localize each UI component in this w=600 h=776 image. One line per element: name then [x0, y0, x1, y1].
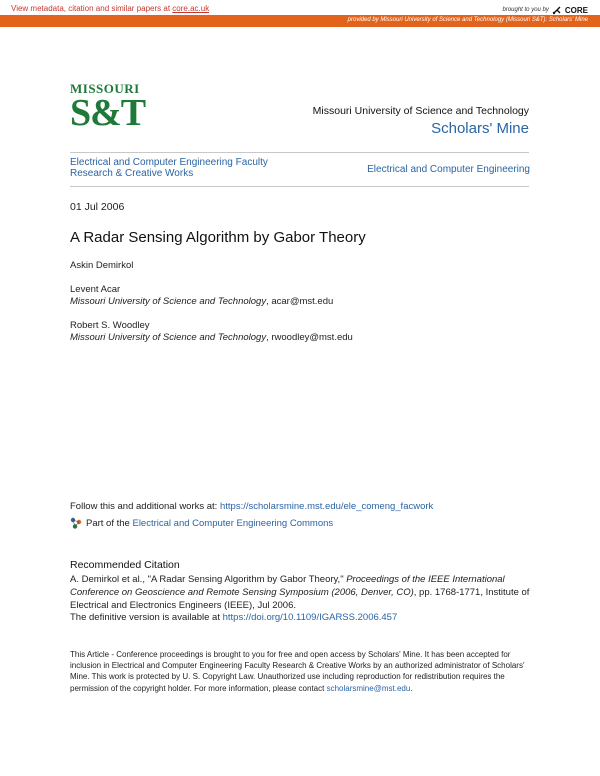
citation-heading: Recommended Citation [70, 559, 180, 571]
brought-to-you [503, 5, 589, 15]
author-name: Askin Demirkol [70, 260, 134, 271]
partof-link[interactable]: Electrical and Computer Engineering Commons [132, 517, 334, 529]
collection-left-line2: Research & Creative Works [70, 168, 194, 179]
author-2 [70, 284, 333, 308]
author-name: Robert S. Woodley [70, 320, 150, 331]
core-top-bar [0, 0, 600, 15]
paper-title: A Radar Sensing Algorithm by Gabor Theory [70, 229, 366, 246]
citation-text [70, 573, 535, 612]
follow-text: Follow this and additional works at: [70, 501, 220, 512]
network-icon [70, 517, 82, 529]
author-name: Levent Acar [70, 284, 121, 295]
author-3 [70, 320, 353, 344]
collection-link-left[interactable] [70, 157, 300, 179]
metadata-text: View metadata, citation and similar papers at [11, 4, 173, 13]
doi-line [70, 612, 397, 623]
collection-left-line1: Electrical and Computer Engineering Faculty [70, 157, 268, 168]
author-1 [70, 260, 133, 272]
notice-end: . [410, 683, 413, 693]
brought-text: brought to you by [502, 7, 549, 13]
mst-logo [70, 81, 146, 140]
notice-text: This Article - Conference proceedings is brought to you for free and open access by Scholars' Mine. It has been accepted for inclusion in Electrical and Computer Engineering Faculty Research & Creative Works by an authorized administrator of Scholars' Mine. This work is protected by U. S. Copyright Law. Unauthorized use including reproduction for redistribution requires the permission of the copyright holder. For more information, please contact [70, 650, 525, 693]
citation-suffix: , pp. 1768-1771, Institute of Electrical and Electronics Engineers (IEEE), Jul 2006. [70, 587, 530, 611]
doi-text: The definitive version is available at [70, 612, 223, 623]
university-name: Missouri University of Science and Technology [312, 105, 529, 117]
core-logo-text: CORE [564, 5, 588, 15]
repository-name[interactable]: Scholars' Mine [431, 120, 529, 137]
logo-st: S&T [70, 92, 146, 134]
logo-missouri: MISSOURI [70, 81, 140, 96]
divider-top [70, 152, 529, 153]
author-affiliation: Missouri University of Science and Technology [70, 296, 267, 307]
access-notice [70, 649, 535, 694]
doi-link[interactable]: https://doi.org/10.1109/IGARSS.2006.457 [222, 612, 398, 623]
author-email: , acar@mst.edu [266, 296, 334, 307]
author-email: , rwoodley@mst.edu [266, 332, 353, 343]
publication-date: 01 Jul 2006 [70, 201, 125, 213]
core-logo-icon [552, 5, 562, 15]
collection-link-right[interactable]: Electrical and Computer Engineering [367, 164, 530, 175]
citation-venue: Proceedings of the IEEE International Conference on Geoscience and Remote Sensing Symposium (2006, Denver, CO) [70, 574, 505, 598]
follow-line [70, 501, 433, 512]
contact-email-link[interactable]: scholarsmine@mst.edu [326, 683, 411, 693]
provided-text: provided by Missouri University of Science and Technology (Missouri S&T): Scholars' Mine [347, 17, 588, 23]
core-provided-band [0, 15, 600, 27]
core-link[interactable]: core.ac.uk [172, 4, 210, 13]
partof-text: Part of the [86, 517, 133, 529]
divider-bottom [70, 186, 529, 187]
follow-link[interactable]: https://scholarsmine.mst.edu/ele_comeng_facwork [219, 501, 434, 512]
metadata-line [11, 4, 209, 13]
author-affiliation: Missouri University of Science and Technology [70, 332, 267, 343]
citation-prefix: A. Demirkol et al., "A Radar Sensing Algorithm by Gabor Theory," [70, 574, 347, 585]
partof-line [70, 517, 333, 529]
